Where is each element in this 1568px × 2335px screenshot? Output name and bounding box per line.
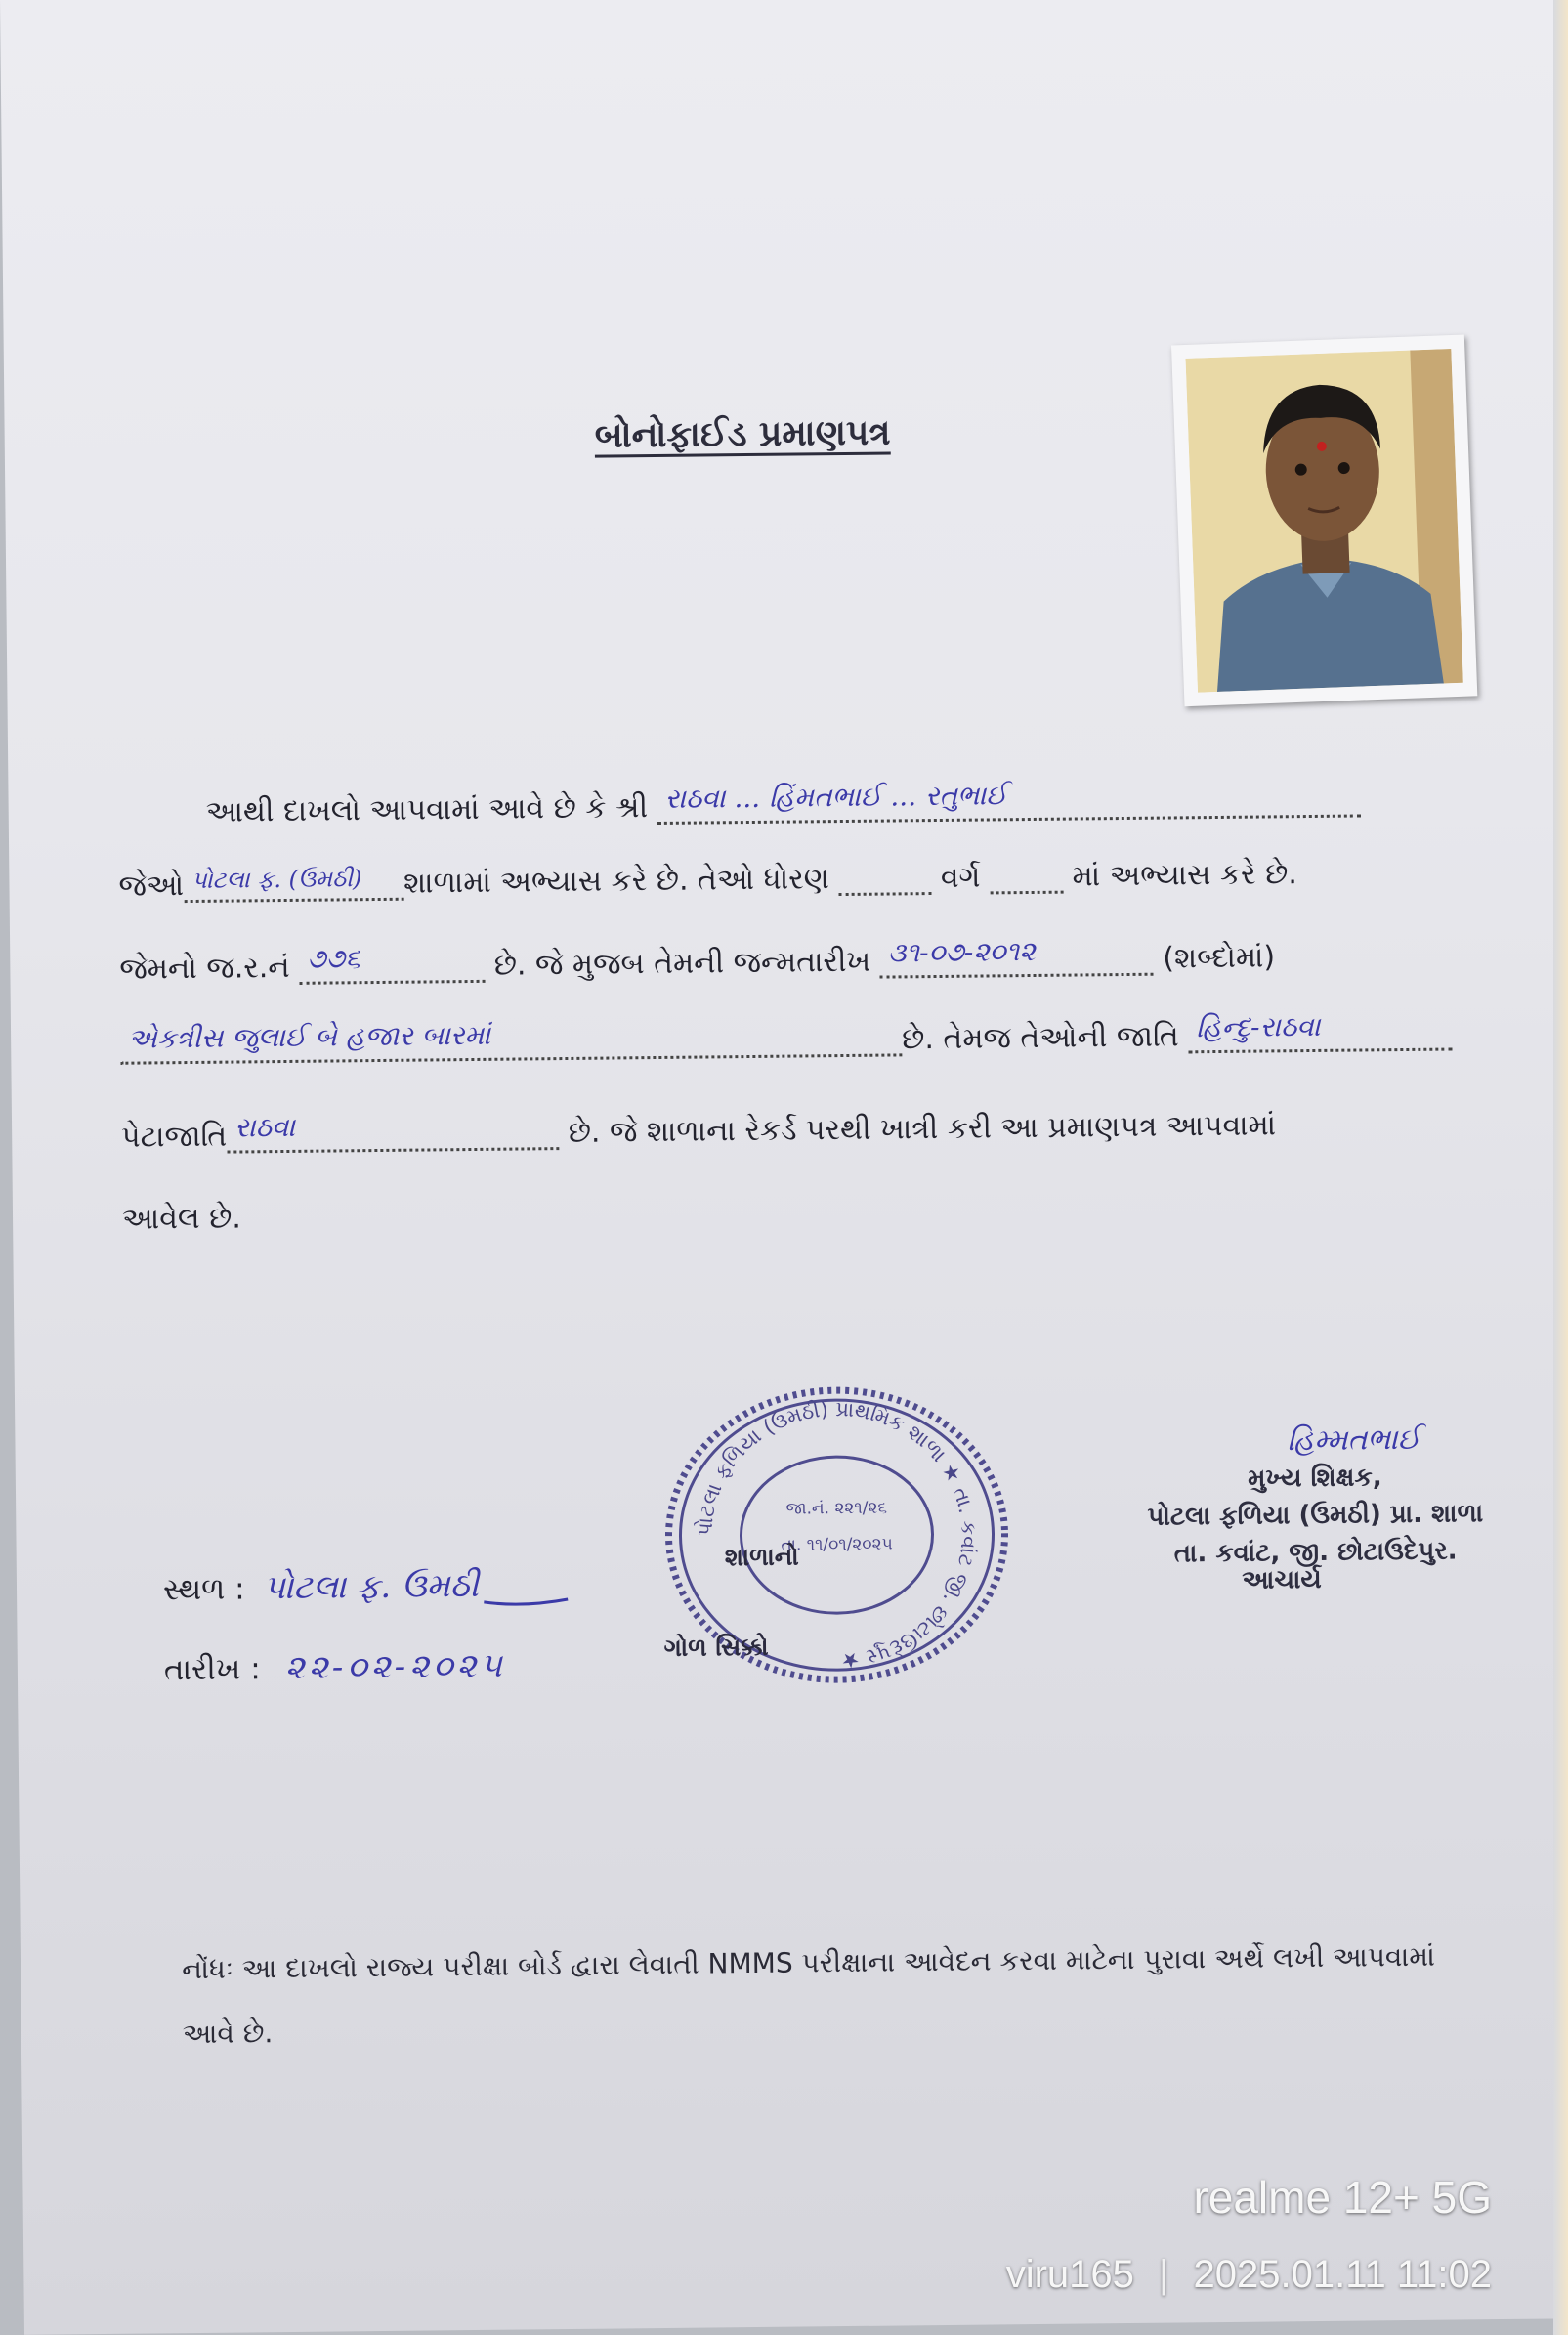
place-label: સ્થળ : [162, 1571, 245, 1608]
seal-bottom-text: ગોળ સિક્કો [663, 1632, 769, 1662]
principal-title: મુખ્ય શિક્ષક, [1247, 1463, 1382, 1494]
gr-no-field [299, 941, 485, 985]
watermark-user-time: viru165 | 2025.01.11 11:02 [1005, 2253, 1492, 2296]
place-row [163, 1565, 572, 1615]
seal-date: તા. ૧૧/૦૧/૨૦૨૫ [781, 1534, 893, 1555]
certificate-line-5 [121, 1098, 1500, 1171]
line2-varg: વર્ગ [940, 860, 981, 895]
certificate-line-3 [119, 930, 1498, 1003]
caste: હિન્દુ-રાઠવા [1195, 1009, 1321, 1044]
gr-no: ૭૭૬ [306, 942, 360, 975]
certificate-title: બોનોફાઈડ પ્રમાણપત્ર [594, 412, 891, 456]
certificate-line-1 [117, 774, 1496, 847]
principal-school: પોટલા ફળિયા (ઉમઠી) પ્રા. શાળા [1147, 1499, 1484, 1532]
dob-words-field [120, 1014, 902, 1064]
dob: ૩૧-૦૭-૨૦૧૨ [887, 934, 1036, 969]
subcaste-field [227, 1108, 559, 1154]
watermark-user: viru165 [1005, 2253, 1134, 2296]
student-name-field [657, 775, 1360, 825]
place-underline-flourish [484, 1571, 572, 1611]
principal-signature: હિમ્મતભાઈ [1287, 1422, 1420, 1459]
certificate-line-4 [120, 1008, 1499, 1082]
subcaste: રાઠવા [233, 1110, 296, 1144]
line5-end: છે. જે શાળાના રેકર્ડ પરથી ખાત્રી કરી આ પ્રમાણપત્ર આપવામાં [568, 1108, 1277, 1150]
principal-block [1109, 1421, 1521, 1600]
certificate-line-6 [122, 1188, 1501, 1261]
seal-ja-no: જા.નં. ૨૨૧/૨૬ [785, 1498, 888, 1519]
line2-mid: શાળામાં અભ્યાસ કરે છે. તેઓ ધોરણ [403, 862, 829, 901]
seal-through-text: શાળાનો [724, 1542, 799, 1572]
date-value: ૨૨-૦૨-૨૦૨૫ [284, 1645, 507, 1688]
line3-end: (શબ્દોમાં) [1163, 940, 1276, 976]
student-name: રાઠવા ... હિંમતભાઈ ... રતુભાઈ [664, 779, 1008, 815]
school-name-field [184, 859, 403, 903]
certify-intro: આથી દાખલો આપવામાં આવે છે કે શ્રી [205, 790, 649, 829]
place-value: પોટલા ફ. ઉમઠી [263, 1565, 480, 1608]
certificate-line-2 [118, 847, 1497, 920]
line3-prefix: જેમનો જ.ર.નં [119, 950, 290, 987]
caste-field [1188, 1008, 1452, 1053]
watermark-timestamp: 2025.01.11 11:02 [1193, 2253, 1492, 2296]
standard-field [838, 853, 931, 896]
date-row [164, 1646, 506, 1689]
line2-prefix: જેઓ [118, 869, 185, 904]
principal-acharya: આચાર્ય [1242, 1564, 1322, 1595]
certificate-note: નોંધઃ આ દાખલો રાજ્ય પરીક્ષા બોર્ડ દ્વારા લેવાતી NMMS પરીક્ષાના આવેદન કરવા માટેના પુરાવા અર્થે લખી આપવામાં આવે છે. [181, 1939, 1436, 2051]
division-field [990, 852, 1063, 895]
line4-mid: છે. તેમજ તેઓની જાતિ [902, 1019, 1179, 1057]
line5-prefix: પેટાજાતિ [121, 1119, 228, 1155]
school-name: પોટલા ફ. (ઉમઠી) [191, 865, 362, 894]
dob-field [879, 934, 1153, 979]
line6-text: આવેલ છે. [121, 1201, 242, 1237]
seal-ring-text: પોટલા ફળિયા (ઉમઠી) પ્રાથમિક શાળા ★ તા. કવાંટ જી. છોટાઉદેપુર ★ [693, 1396, 981, 1674]
principal-address: તા. કવાંટ, જી. છોટાઉદેપુર. [1173, 1536, 1458, 1569]
student-photo [1171, 334, 1477, 706]
watermark-device: realme 12+ 5G [1193, 2172, 1492, 2223]
line3-mid: છે. જે મુજબ તેમની જન્મતારીખ [493, 944, 871, 983]
school-seal [650, 1377, 1024, 1693]
line2-end: માં અભ્યાસ કરે છે. [1072, 857, 1298, 894]
sheet-edge-background [1553, 0, 1568, 2335]
dob-words: એકત્રીસ જુલાઈ બે હજાર બારમાં [127, 1018, 491, 1055]
date-label: તારીખ : [163, 1651, 261, 1688]
